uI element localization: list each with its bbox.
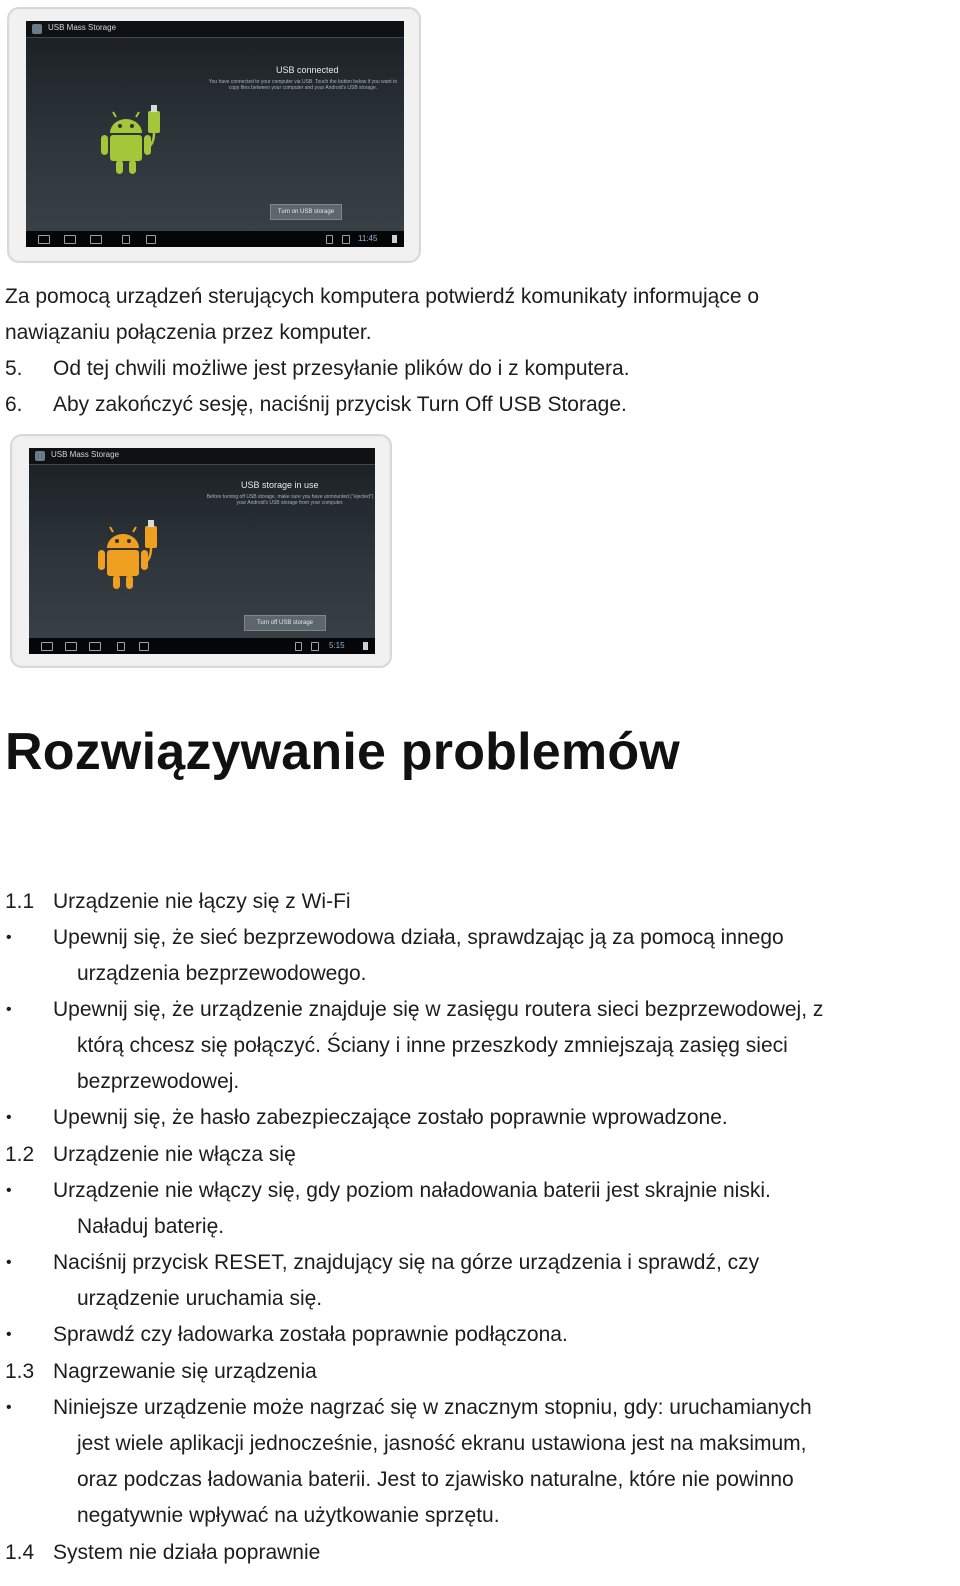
tablet-screenshot-usb-connected	[7, 7, 421, 263]
bullet-text: Urządzenie nie włączy się, gdy poziom naładowania baterii jest skrajnie niski.	[53, 1179, 771, 1202]
intro-line-2: nawiązaniu połączenia przez komputer.	[5, 321, 372, 344]
turn-off-usb-storage-button[interactable]: Turn off USB storage	[244, 615, 326, 631]
usb-app-icon	[35, 451, 45, 461]
bullet-text-continuation: jest wiele aplikacji jednocześnie, jasność ekranu ustawiona jest na maksimum,	[77, 1432, 807, 1455]
screenshot-icon[interactable]	[122, 235, 130, 244]
section-number: 1.1	[5, 890, 35, 913]
volume-icon[interactable]	[139, 642, 149, 651]
recent-apps-icon[interactable]	[90, 235, 102, 244]
app-title: USB Mass Storage	[51, 450, 120, 459]
wifi-icon	[311, 642, 319, 651]
home-icon[interactable]	[65, 642, 77, 651]
battery-icon	[363, 642, 368, 650]
action-bar	[29, 448, 375, 465]
step-6-text: Aby zakończyć sesję, naciśnij przycisk Turn Off USB Storage.	[53, 393, 627, 416]
tablet-screenshot-usb-in-use	[10, 434, 392, 668]
step-5-number: 5.	[5, 357, 23, 380]
bullet-text: Naciśnij przycisk RESET, znajdujący się na górze urządzenia i sprawdź, czy	[53, 1251, 760, 1274]
android-usb-icon	[98, 103, 170, 183]
section-number: 1.4	[5, 1541, 35, 1564]
bullet-text-continuation: Naładuj baterię.	[77, 1215, 225, 1238]
usb-app-icon	[32, 24, 42, 34]
bullet-text: Upewnij się, że hasło zabezpieczające zostało poprawnie wprowadzone.	[53, 1106, 728, 1129]
volume-icon[interactable]	[146, 235, 156, 244]
step-6-number: 6.	[5, 393, 23, 416]
message-title: USB storage in use	[241, 480, 319, 490]
message-body: Before turning off USB storage, make sure you have unmounted ("ejected") your Android's USB storage from your computer.	[206, 494, 374, 506]
android-usb-icon	[95, 518, 167, 598]
intro-line-1: Za pomocą urządzeń sterujących komputera potwierdź komunikaty informujące o	[5, 285, 760, 308]
recent-apps-icon[interactable]	[89, 642, 101, 651]
bullet-icon: •	[6, 1326, 12, 1343]
system-navbar	[29, 638, 375, 654]
status-clock: 11:45	[358, 234, 378, 243]
section-number: 1.2	[5, 1143, 35, 1166]
section-title: Urządzenie nie łączy się z Wi-Fi	[53, 890, 351, 913]
bullet-text: Upewnij się, że urządzenie znajduje się w zasięgu routera sieci bezprzewodowej, z	[53, 998, 824, 1021]
app-title: USB Mass Storage	[48, 23, 117, 32]
page-heading: Rozwiązywanie problemów	[5, 723, 680, 781]
back-icon[interactable]	[38, 235, 50, 244]
back-icon[interactable]	[41, 642, 53, 651]
bullet-icon: •	[6, 1399, 12, 1416]
system-navbar	[26, 231, 404, 247]
bullet-icon: •	[6, 1254, 12, 1271]
usb-notification-icon	[326, 235, 333, 244]
tablet-screen	[26, 21, 404, 247]
usb-notification-icon	[295, 642, 302, 651]
bullet-icon: •	[6, 1001, 12, 1018]
step-5-text: Od tej chwili możliwe jest przesyłanie plików do i z komputera.	[53, 357, 630, 380]
section-title: Nagrzewanie się urządzenia	[53, 1360, 317, 1383]
bullet-text-continuation: oraz podczas ładowania baterii. Jest to zjawisko naturalne, które nie powinno	[77, 1468, 794, 1491]
bullet-text: Niniejsze urządzenie może nagrzać się w znacznym stopniu, gdy: uruchamianych	[53, 1396, 812, 1419]
bullet-text-continuation: bezprzewodowej.	[77, 1070, 240, 1093]
bullet-text: Upewnij się, że sieć bezprzewodowa działa, sprawdzając ją za pomocą innego	[53, 926, 784, 949]
bullet-icon: •	[6, 1182, 12, 1199]
bullet-text-continuation: urządzenia bezprzewodowego.	[77, 962, 367, 985]
status-clock: 5:15	[329, 641, 345, 650]
screenshot-icon[interactable]	[117, 642, 125, 651]
action-bar	[26, 21, 404, 38]
home-icon[interactable]	[64, 235, 76, 244]
section-number: 1.3	[5, 1360, 35, 1383]
turn-on-usb-storage-button[interactable]: Turn on USB storage	[270, 204, 342, 220]
message-body: You have connected to your computer via USB. Touch the button below if you want to copy files between your computer and your Android's USB storage.	[208, 79, 398, 91]
bullet-text-continuation: którą chcesz się połączyć. Ściany i inne przeszkody zmniejszają zasięg sieci	[77, 1034, 788, 1057]
bullet-text-continuation: urządzenie uruchamia się.	[77, 1287, 323, 1310]
bullet-icon: •	[6, 1109, 12, 1126]
bullet-text: Sprawdź czy ładowarka została poprawnie podłączona.	[53, 1323, 568, 1346]
section-title: Urządzenie nie włącza się	[53, 1143, 296, 1166]
bullet-text-continuation: negatywnie wpływać na użytkowanie sprzętu.	[77, 1504, 500, 1527]
battery-icon	[392, 235, 397, 243]
wifi-icon	[342, 235, 350, 244]
tablet-screen	[29, 448, 375, 654]
bullet-icon: •	[6, 929, 12, 946]
message-title: USB connected	[276, 65, 339, 75]
section-title: System nie działa poprawnie	[53, 1541, 321, 1564]
